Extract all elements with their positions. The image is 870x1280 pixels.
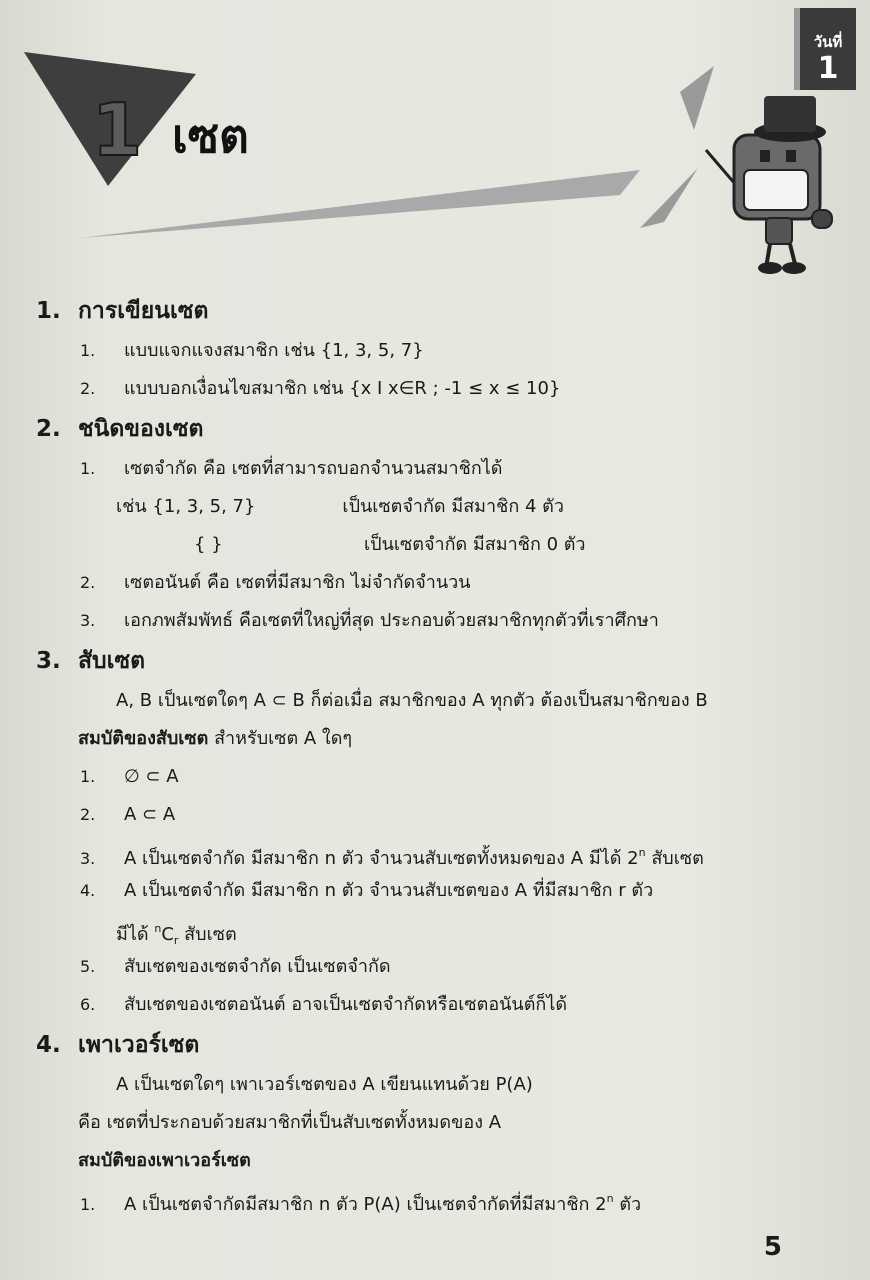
chapter-number: 1 bbox=[92, 88, 143, 172]
section-heading: 1. การเขียนเซต bbox=[36, 298, 209, 324]
list-item-continuation: มีได้ $^nC_r$ สับเซต bbox=[116, 922, 237, 947]
day-tab-label: วันที่ bbox=[813, 33, 843, 51]
list-item: 6. สับเซตของเซตอนันต์ อาจเป็นเซตจำกัดหรือเซตอนันต์ก็ได้ bbox=[80, 994, 568, 1015]
chapter-title: เซต bbox=[172, 109, 249, 163]
list-item: 1. แบบแจกแจงสมาชิก เช่น {1, 3, 5, 7} bbox=[80, 340, 424, 361]
list-item: 3. A เป็นเซตจำกัด มีสมาชิก n ตัว จำนวนสับเซตทั้งหมดของ A มีได้ 2$^n$ สับเซต bbox=[80, 846, 704, 869]
page-number: 5 bbox=[763, 1232, 782, 1262]
properties-heading: สมบัติของสับเซต สำหรับเซต A ใดๆ bbox=[78, 728, 353, 749]
day-tab-number: 1 bbox=[817, 51, 839, 86]
paragraph: คือ เซตที่ประกอบด้วยสมาชิกที่เป็นสับเซตทั้งหมดของ A bbox=[78, 1112, 502, 1133]
example-row: { } เป็นเซตจำกัด มีสมาชิก 0 ตัว bbox=[194, 534, 586, 555]
list-item: 1. เซตจำกัด คือ เซตที่สามารถบอกจำนวนสมาชิกได้ bbox=[80, 458, 503, 479]
spotlight-shape-top bbox=[680, 66, 714, 130]
list-item: 5. สับเซตของเซตจำกัด เป็นเซตจำกัด bbox=[80, 956, 391, 977]
example-row: เช่น {1, 3, 5, 7} เป็นเซตจำกัด มีสมาชิก 4 ตัว bbox=[116, 496, 564, 517]
mascot-conductor-icon bbox=[706, 96, 832, 274]
page-content bbox=[36, 290, 816, 1218]
properties-heading: สมบัติของเพาเวอร์เซต bbox=[78, 1150, 251, 1171]
paragraph: A, B เป็นเซตใดๆ A ⊂ B ก็ต่อเมื่อ สมาชิกของ A ทุกตัว ต้องเป็นสมาชิกของ B bbox=[116, 690, 708, 711]
list-item: 3. เอกภพสัมพัทธ์ คือเซตที่ใหญ่ที่สุด ประกอบด้วยสมาชิกทุกตัวที่เราศึกษา bbox=[80, 610, 659, 631]
list-item: 1. A เป็นเซตจำกัดมีสมาชิก n ตัว P(A) เป็นเซตจำกัดที่มีสมาชิก 2$^n$ ตัว bbox=[80, 1192, 642, 1215]
list-item: 2. แบบบอกเงื่อนไขสมาชิก เช่น {x I x∈R ; -1 ≤ x ≤ 10} bbox=[80, 378, 561, 399]
section-heading: 3. สับเซต bbox=[36, 648, 146, 674]
list-item: 2. A ⊂ A bbox=[80, 804, 176, 825]
list-item: 4. A เป็นเซตจำกัด มีสมาชิก n ตัว จำนวนสับเซตของ A ที่มีสมาชิก r ตัว bbox=[80, 880, 654, 901]
header-ray-shape bbox=[80, 170, 640, 238]
spotlight-shape-bottom bbox=[640, 168, 698, 228]
section-heading: 4. เพาเวอร์เซต bbox=[36, 1032, 200, 1058]
list-item: 2. เซตอนันต์ คือ เซตที่มีสมาชิก ไม่จำกัดจำนวน bbox=[80, 572, 471, 593]
day-tab bbox=[794, 8, 856, 90]
paragraph: A เป็นเซตใดๆ เพาเวอร์เซตของ A เขียนแทนด้วย P(A) bbox=[116, 1074, 533, 1095]
section-heading: 2. ชนิดของเซต bbox=[36, 416, 204, 442]
list-item: 1. ∅ ⊂ A bbox=[80, 766, 179, 787]
